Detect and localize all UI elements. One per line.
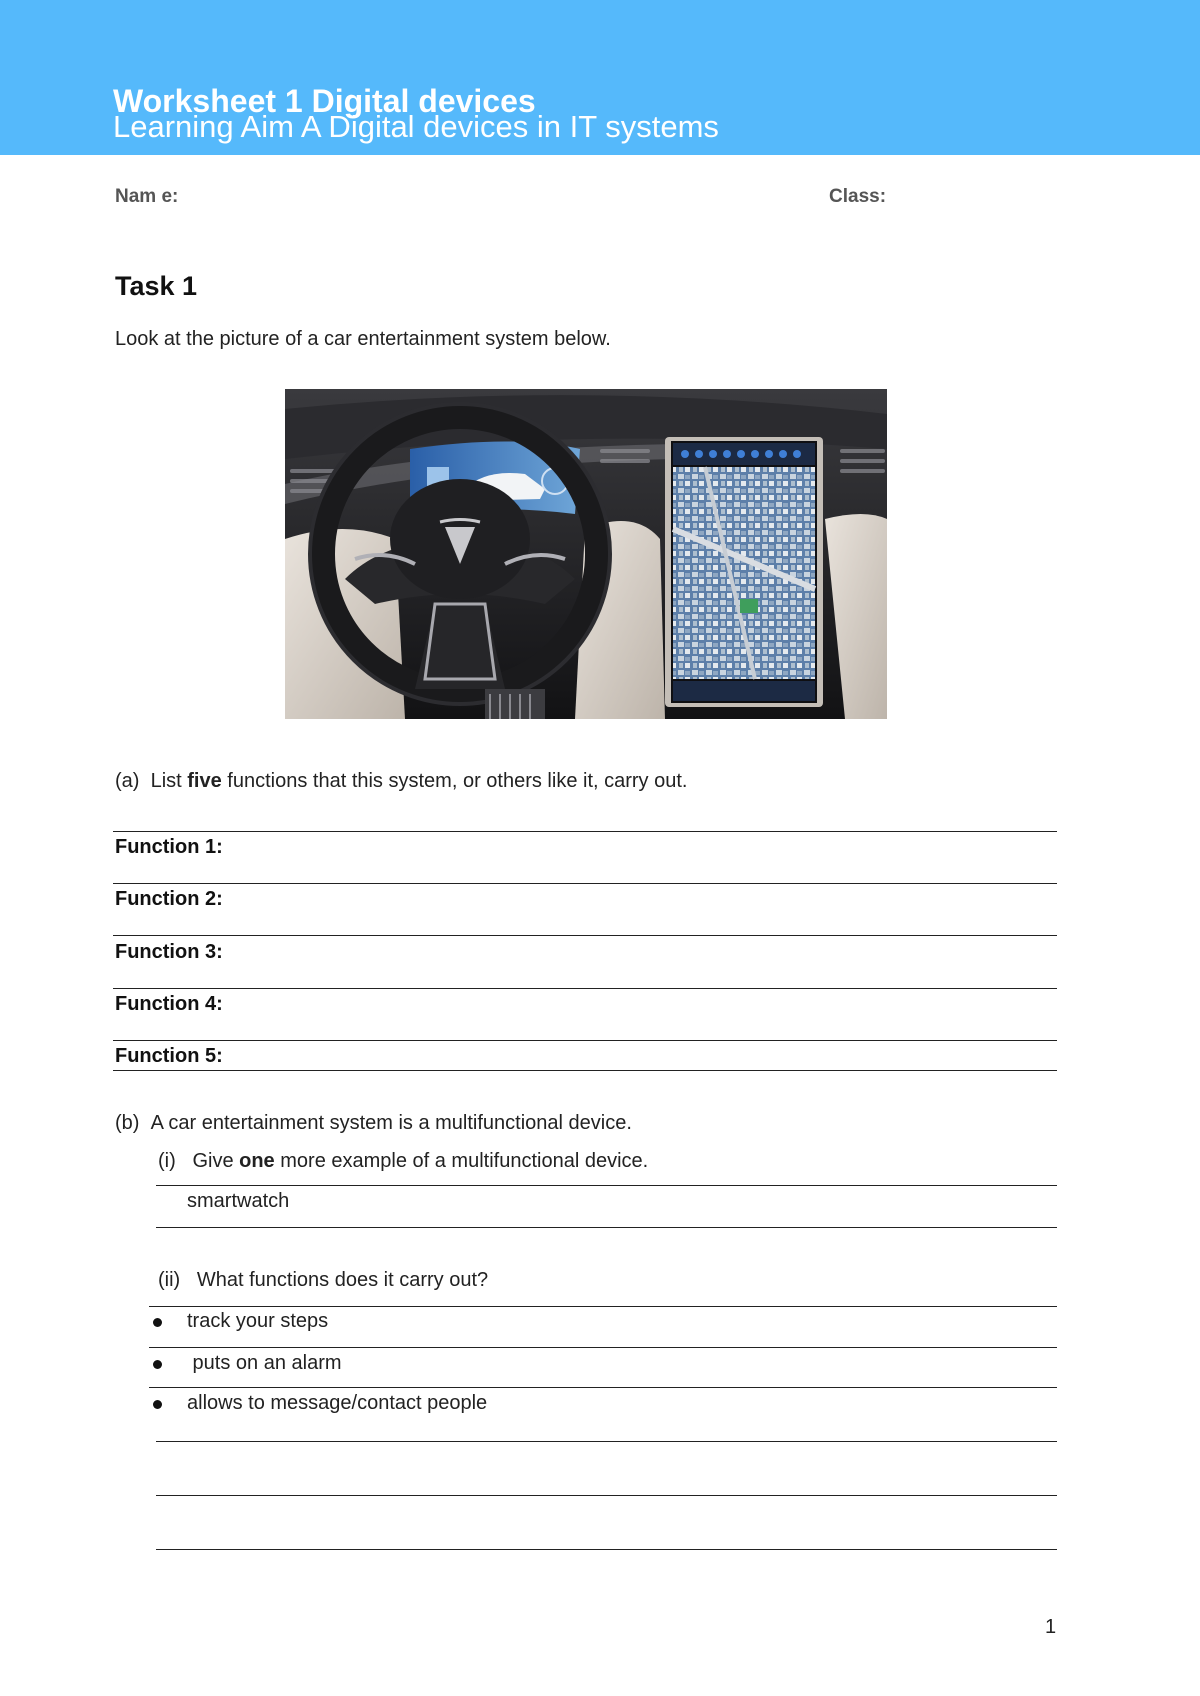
answer-line — [113, 1040, 1057, 1041]
bullet-icon — [153, 1318, 162, 1327]
question-b-i-prefix: Give — [192, 1150, 240, 1172]
question-b — [115, 1112, 632, 1135]
function-2-label: Function 2: — [115, 888, 223, 910]
task-intro: Look at the picture of a car entertainment system below. — [115, 328, 611, 350]
question-b-ii — [158, 1269, 488, 1292]
question-a — [115, 770, 687, 793]
answer-line — [113, 1070, 1057, 1071]
question-b-marker: (b) — [115, 1112, 140, 1134]
question-a-suffix: functions that this system, or others like it, carry out. — [221, 770, 688, 792]
answer-line — [149, 1387, 1057, 1388]
answer-line — [156, 1549, 1057, 1550]
worksheet-title: Worksheet 1 Digital devices — [113, 83, 536, 119]
answer-line — [113, 935, 1057, 936]
header-banner — [0, 0, 1200, 155]
task-heading: Task 1 — [115, 271, 198, 301]
answer-line — [156, 1185, 1057, 1186]
function-4-label: Function 4: — [115, 993, 223, 1015]
question-a-emphasis: five — [187, 770, 222, 792]
function-1-label: Function 1: — [115, 836, 223, 858]
question-b-ii-marker: (ii) — [158, 1269, 181, 1291]
question-b-i-suffix: more example of a multifunctional device. — [274, 1150, 649, 1172]
worksheet-subtitle: Learning Aim A Digital devices in IT systems — [113, 109, 719, 144]
answer-line — [156, 1495, 1057, 1496]
question-b-i — [158, 1150, 648, 1173]
question-b-statement: A car entertainment system is a multifunctional device. — [150, 1112, 632, 1134]
page-number: 1 — [1045, 1616, 1057, 1638]
answer-b-ii-1: track your steps — [187, 1310, 329, 1332]
question-a-prefix: List — [150, 770, 188, 792]
answer-line — [113, 883, 1057, 884]
name-field-label: Nam e: — [115, 186, 179, 207]
answer-b-ii-2: puts on an alarm — [187, 1352, 342, 1374]
bullet-icon — [153, 1360, 162, 1369]
answer-line — [113, 831, 1057, 832]
function-3-label: Function 3: — [115, 941, 223, 963]
question-b-ii-question: What functions does it carry out? — [196, 1269, 489, 1291]
answer-line — [156, 1227, 1057, 1228]
answer-b-i: smartwatch — [187, 1190, 290, 1212]
answer-line — [149, 1306, 1057, 1307]
car-dashboard-image — [285, 389, 887, 719]
answer-line — [156, 1441, 1057, 1442]
class-field-label: Class: — [829, 186, 887, 207]
answer-line — [113, 988, 1057, 989]
answer-b-ii-3: allows to message/contact people — [187, 1392, 488, 1414]
question-b-i-emphasis: one — [239, 1150, 275, 1172]
answer-line — [149, 1347, 1057, 1348]
function-5-label: Function 5: — [115, 1045, 223, 1067]
bullet-icon — [153, 1400, 162, 1409]
question-b-i-marker: (i) — [158, 1150, 176, 1172]
question-a-marker: (a) — [115, 770, 140, 792]
